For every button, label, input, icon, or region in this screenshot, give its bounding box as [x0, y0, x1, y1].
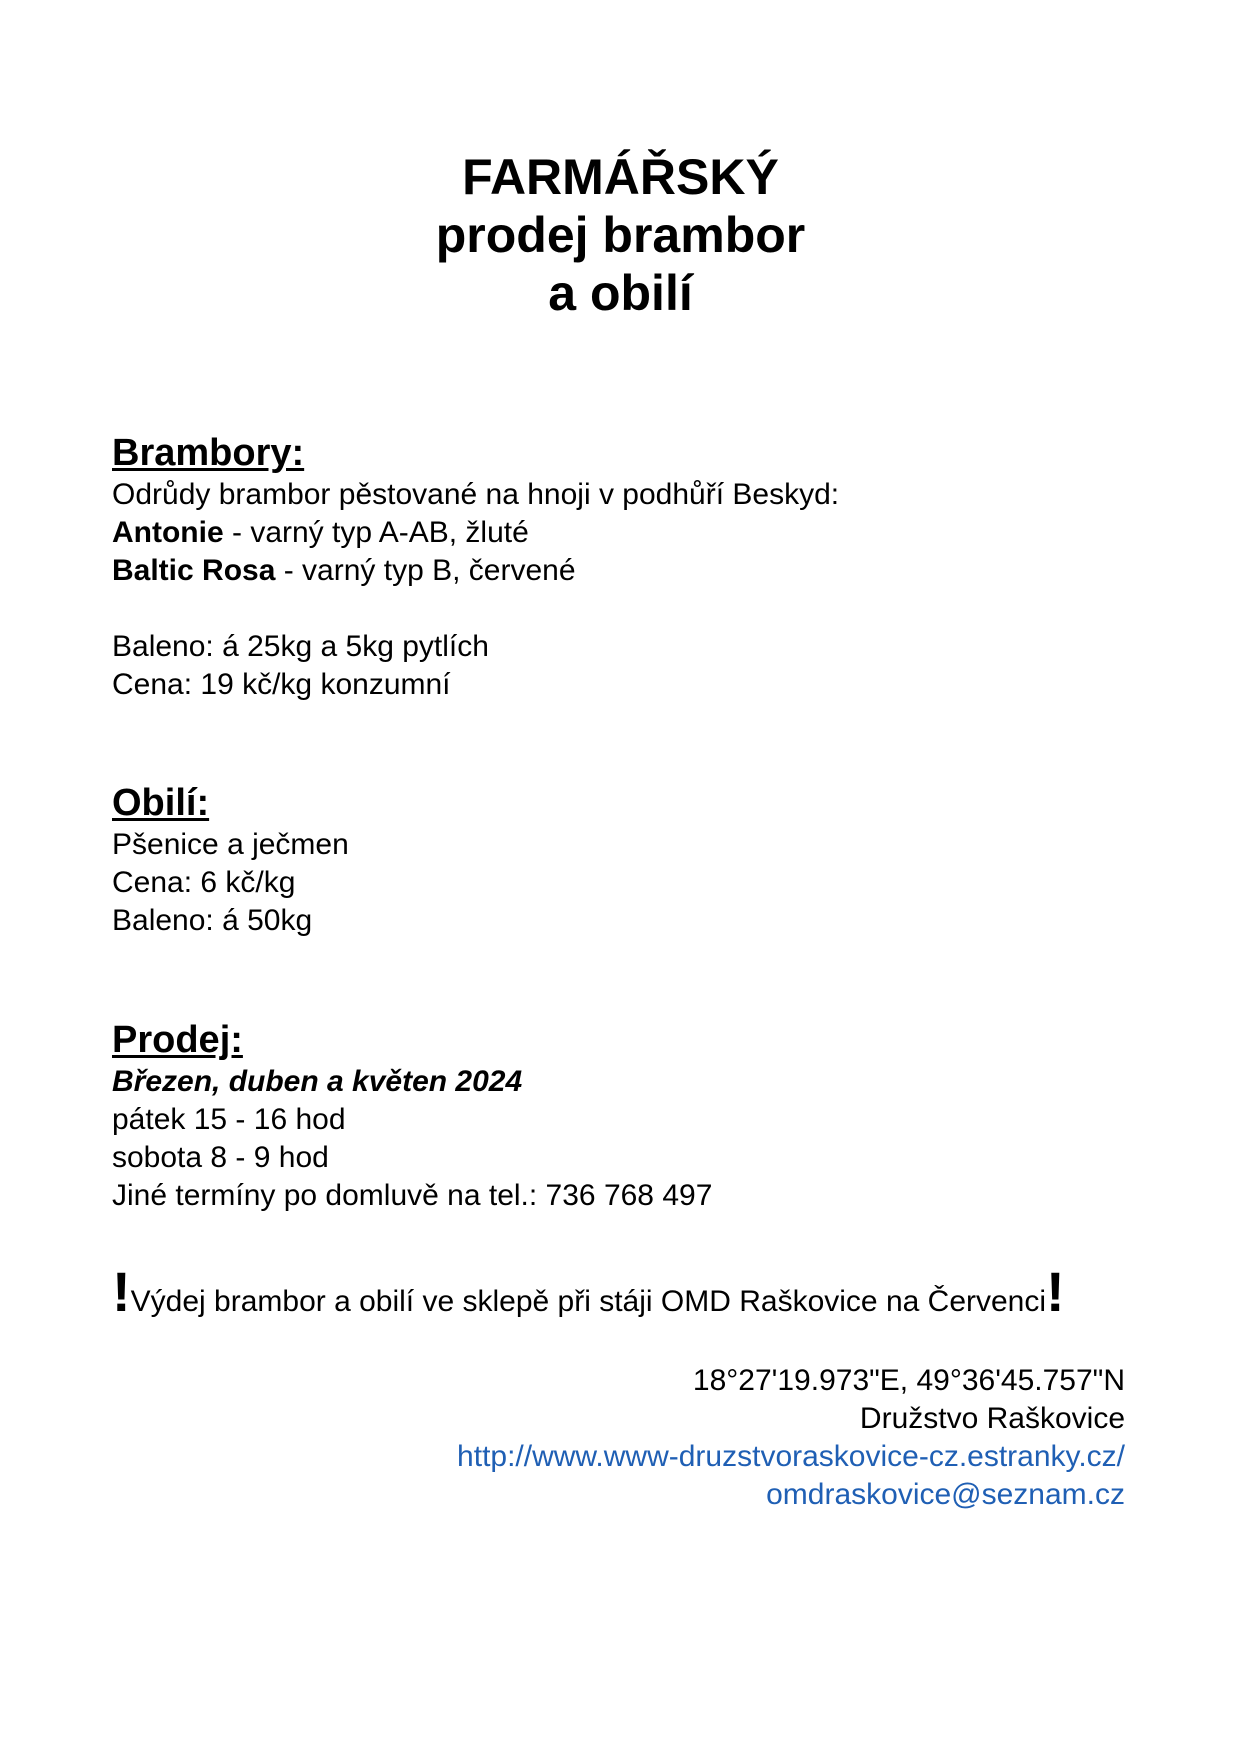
brambory-packaging: Baleno: á 25kg a 5kg pytlích [112, 630, 489, 663]
website-link[interactable]: http://www.www-druzstvoraskovice-cz.estranky.cz/ [457, 1440, 1125, 1473]
brambory-intro: Odrůdy brambor pěstované na hnoji v podhůří Beskyd: [112, 478, 840, 511]
prodej-other: Jiné termíny po domluvě na tel.: 736 768 497 [112, 1179, 713, 1212]
pickup-notice [112, 1262, 1065, 1332]
coordinates: 18°27'19.973"E, 49°36'45.757"N [692, 1364, 1125, 1397]
heading-obili: Obilí: [112, 782, 210, 824]
heading-prodej: Prodej: [112, 1019, 243, 1061]
variety-name: Antonie [112, 516, 224, 549]
obili-price: Cena: 6 kč/kg [112, 866, 296, 899]
exclamation-mark: ! [1046, 1260, 1065, 1323]
prodej-saturday: sobota 8 - 9 hod [112, 1141, 329, 1174]
page-title [0, 148, 1241, 322]
section-prodej [112, 1017, 712, 1215]
title-line-2: prodej brambor [435, 207, 806, 263]
heading-brambory: Brambory: [112, 432, 305, 474]
variety-item [112, 552, 839, 590]
obili-types: Pšenice a ječmen [112, 828, 349, 861]
section-brambory [112, 430, 839, 704]
email-link[interactable]: omdraskovice@seznam.cz [766, 1478, 1125, 1511]
variety-desc: - varný typ A-AB, žluté [223, 516, 529, 549]
section-obili [112, 780, 349, 940]
variety-name: Baltic Rosa [112, 554, 276, 587]
title-line-1: FARMÁŘSKÝ [462, 149, 779, 205]
prodej-period: Březen, duben a květen 2024 [112, 1065, 523, 1098]
variety-item [112, 514, 839, 552]
exclamation-mark: ! [112, 1260, 131, 1323]
title-line-3: a obilí [548, 265, 693, 321]
contact-block [457, 1362, 1125, 1514]
brambory-price: Cena: 19 kč/kg konzumní [112, 668, 451, 701]
organization-name: Družstvo Raškovice [859, 1402, 1125, 1435]
notice-text: Výdej brambor a obilí ve sklepě při stáji OMD Raškovice na Červenci [130, 1285, 1047, 1318]
variety-desc: - varný typ B, červené [275, 554, 576, 587]
prodej-friday: pátek 15 - 16 hod [112, 1103, 346, 1136]
obili-packaging: Baleno: á 50kg [112, 904, 313, 937]
